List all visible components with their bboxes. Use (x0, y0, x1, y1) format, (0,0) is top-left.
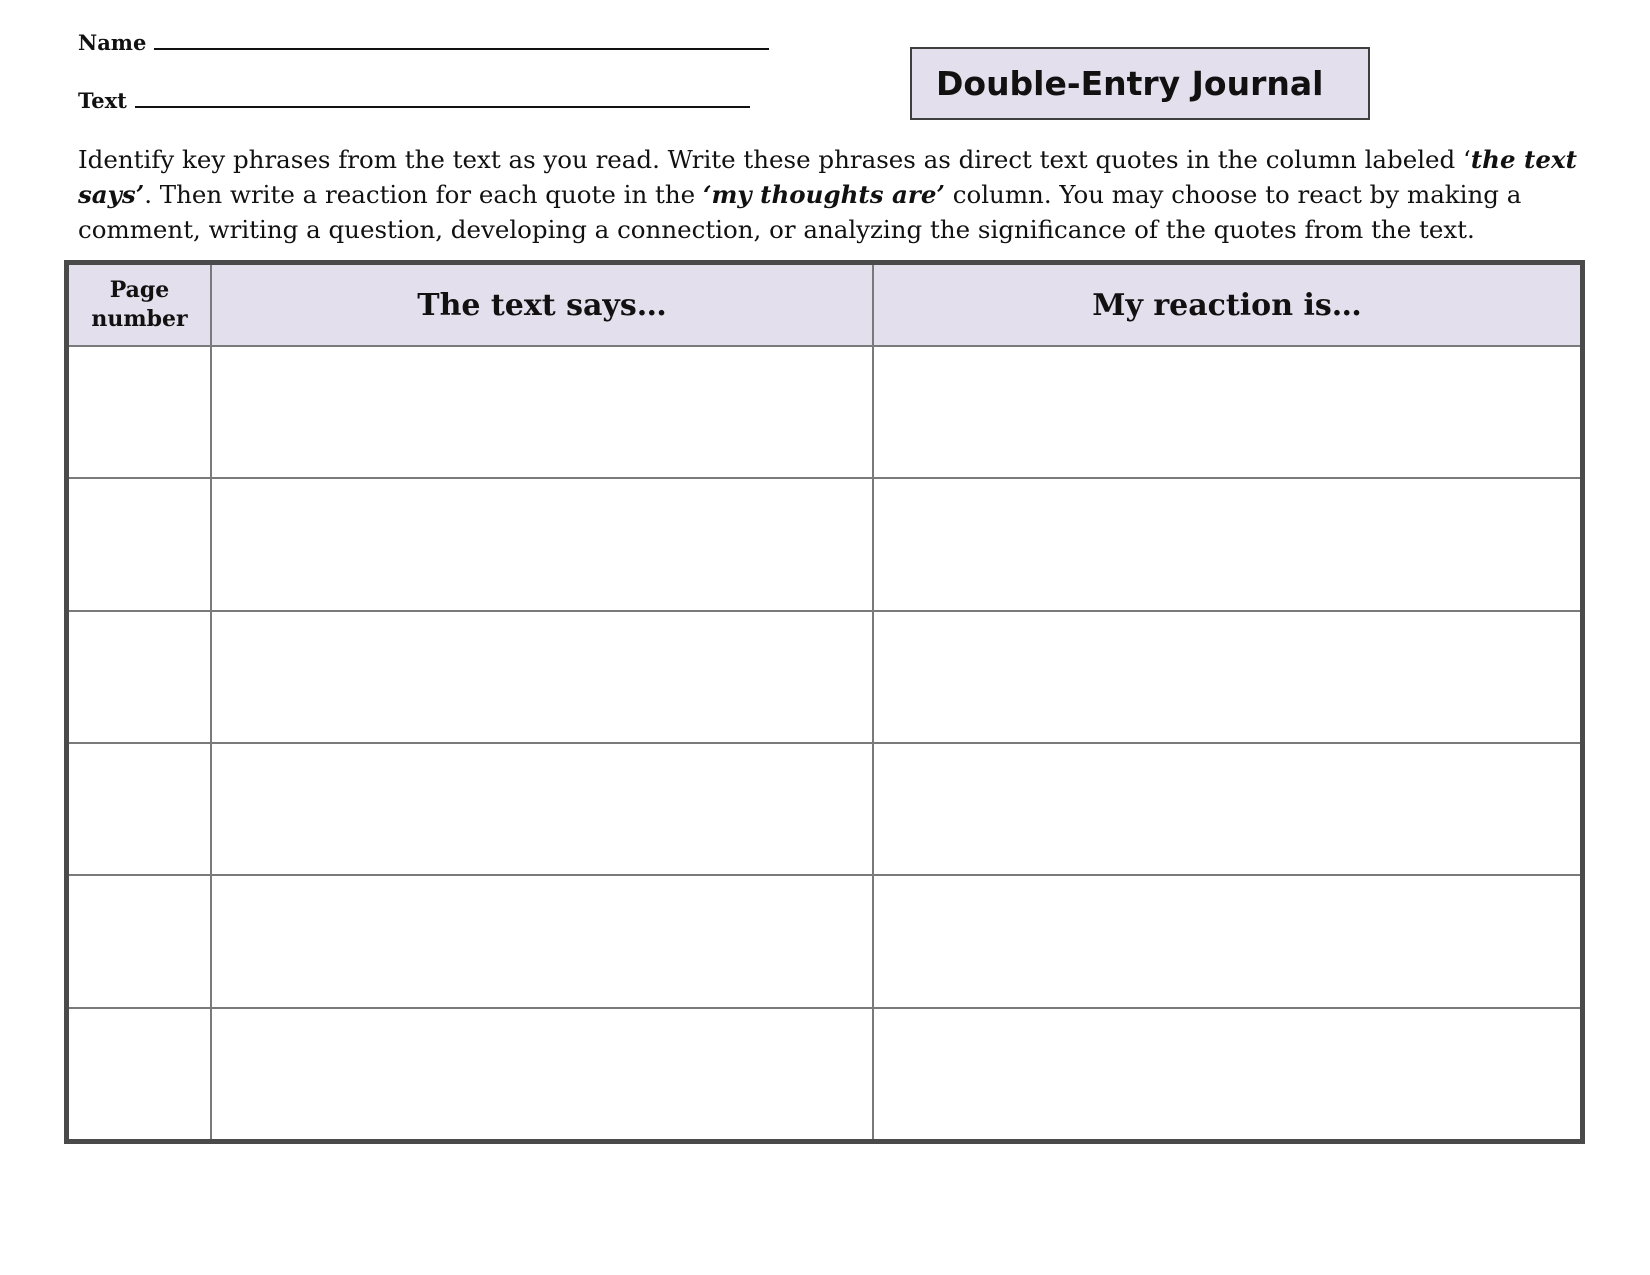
table-row (67, 743, 1583, 875)
reaction-cell[interactable] (873, 1008, 1583, 1142)
page-number-cell[interactable] (67, 478, 212, 610)
header-row (67, 263, 1583, 347)
instructions-emphasis-the-text-says: the text says’ (78, 145, 1577, 209)
reaction-cell[interactable] (873, 875, 1583, 1007)
reaction-cell[interactable] (873, 611, 1583, 743)
text-label: Text (78, 88, 127, 113)
text-says-cell[interactable] (211, 1008, 873, 1142)
text-input-line[interactable] (135, 106, 750, 108)
table-row (67, 346, 1583, 478)
text-says-cell[interactable] (211, 875, 873, 1007)
page-title: Double-Entry Journal (936, 64, 1324, 103)
name-field-row (78, 30, 769, 55)
instructions-text-3: column. You may choose to react by making a comment, writing a question, developing a connection, or analyzing the significance of the quotes from the text. (78, 180, 1522, 244)
header-page-line2: number (91, 306, 188, 332)
page-number-cell[interactable] (67, 875, 212, 1007)
page-number-cell[interactable] (67, 346, 212, 478)
text-says-cell[interactable] (211, 743, 873, 875)
page-number-cell[interactable] (67, 1008, 212, 1142)
instructions-text-1: Identify key phrases from the text as you read. Write these phrases as direct text quotes in the column labeled ‘ (78, 145, 1471, 174)
table-row (67, 478, 1583, 610)
header-page-number (67, 263, 212, 347)
page-number-cell[interactable] (67, 611, 212, 743)
journal-table-body (67, 346, 1583, 1142)
journal-table (64, 260, 1585, 1144)
header-reaction: My reaction is… (873, 263, 1583, 347)
reaction-cell[interactable] (873, 743, 1583, 875)
page-number-cell[interactable] (67, 743, 212, 875)
table-row (67, 611, 1583, 743)
instructions-emphasis-my-thoughts-are: ‘my thoughts are’ (702, 180, 945, 209)
instructions-paragraph (78, 142, 1578, 247)
reaction-cell[interactable] (873, 478, 1583, 610)
header-text-says: The text says… (211, 263, 873, 347)
name-label: Name (78, 30, 147, 55)
text-says-cell[interactable] (211, 478, 873, 610)
table-row (67, 1008, 1583, 1142)
table-row (67, 875, 1583, 1007)
instructions-text-2: . Then write a reaction for each quote in the (144, 180, 703, 209)
text-says-cell[interactable] (211, 346, 873, 478)
name-input-line[interactable] (154, 48, 769, 50)
header-page-line1: Page (109, 277, 170, 303)
journal-table-header (67, 263, 1583, 347)
reaction-cell[interactable] (873, 346, 1583, 478)
text-says-cell[interactable] (211, 611, 873, 743)
page-title-box (910, 47, 1370, 120)
text-field-row (78, 88, 750, 113)
